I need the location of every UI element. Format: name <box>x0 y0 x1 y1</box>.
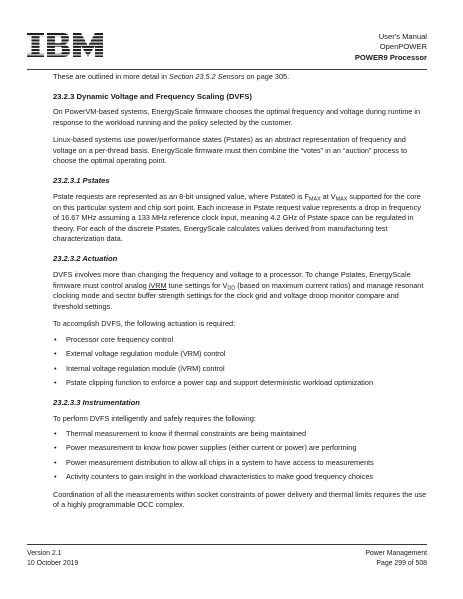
processor-name: POWER9 Processor <box>354 52 427 62</box>
paragraph: Coordination of all the measurements within socket constraints of power delivery and thermal limits requires the use of a highly programmable OCC complex. <box>53 489 427 510</box>
list-item: • Thermal measurement to know if thermal constraints are being maintained <box>53 429 427 439</box>
date: 10 October 2019 <box>27 559 79 567</box>
header-rule <box>27 69 427 70</box>
footer-left <box>27 549 78 568</box>
section-heading-actuation: 23.2.3.2 Actuation <box>53 254 118 264</box>
footer-rule <box>27 544 427 545</box>
page-number: Page 299 of 508 <box>376 559 427 567</box>
paragraph: To accomplish DVFS, the following actuation is required: <box>53 319 236 329</box>
list-item: • Processor core frequency control <box>53 335 427 345</box>
actuation-list <box>53 335 427 389</box>
section-heading-instrumentation: 23.2.3.3 Instrumentation <box>53 398 140 408</box>
instrumentation-list <box>53 429 427 483</box>
list-item: • Power measurement to know how power supplies (either current or power) are performing <box>53 443 427 453</box>
product-name: OpenPOWER <box>379 42 427 52</box>
section-heading-dvfs: 23.2.3 Dynamic Voltage and Frequency Scaling (DVFS) <box>53 92 252 102</box>
page-content <box>53 72 427 511</box>
doc-type: User's Manual <box>378 32 427 41</box>
paragraph: Linux-based systems use power/performance states (Pstates) as an abstract representation of frequency and voltage on a per-thread basis. EnergyScale firmware must then combine the “votes” in an “auction” process to choose the optimal operating point. <box>53 135 408 166</box>
list-item: • Activity counters to gain insight in the workload characteristics to make good frequency choices <box>53 472 427 482</box>
paragraph: To perform DVFS intelligently and safely requires the following: <box>53 414 256 424</box>
intro-paragraph: These are outlined in more detail in Section 23.5.2 Sensors on page 305. <box>53 72 290 81</box>
ibm-logo <box>27 33 103 57</box>
header-meta <box>355 32 427 63</box>
footer-section: Power Management <box>365 550 427 557</box>
list-item: • Pstate clipping function to enforce a power cap and support deterministic workload optimization <box>53 378 427 388</box>
version: Version 2.1 <box>27 550 62 557</box>
list-item: • Power measurement distribution to allow all chips in a system to have access to measurements <box>53 458 427 468</box>
paragraph: Pstate requests are represented as an 8-bit unsigned value, where Pstate0 is $F_{MAX}$ at $V_{MAX}$ supported for the core on this particular system and chip sort point. Each increase in Pstate request value represents a drop in frequency of 16.67 MHz assuming a 133 MHz reference clock input, meaning 4.2 GHz of Pstate space can be regulated in theory. For each of the discrete Pstates, EnergyScale calculates values derived from manufacturing test characterization data. <box>53 192 421 244</box>
sensors-section-reference[interactable]: Section 23.5.2 Sensors <box>169 72 245 81</box>
list-item: • External voltage regulation module (VRM) control <box>53 349 427 359</box>
section-heading-pstates: 23.2.3.1 Pstates <box>53 176 110 186</box>
footer-right <box>365 549 427 568</box>
ivrm-term: iVRM <box>148 280 167 290</box>
paragraph: DVFS involves more than changing the frequency and voltage to a processor. To change Pstates, EnergyScale firmware must control analog iVRM tune settings for $V_{DD}$ (based on maximum current ratios) and manage resonant clocking mode and sector buffer strength settings for the clock grid and voltage droop monitor compare and threshold settings. <box>53 270 424 311</box>
list-item: • Internal voltage regulation module (iVRM) control <box>53 364 427 374</box>
paragraph: On PowerVM-based systems, EnergyScale firmware chooses the optimal frequency and voltage during runtime in response to the workload running and the policy selected by the customer. <box>53 107 421 127</box>
